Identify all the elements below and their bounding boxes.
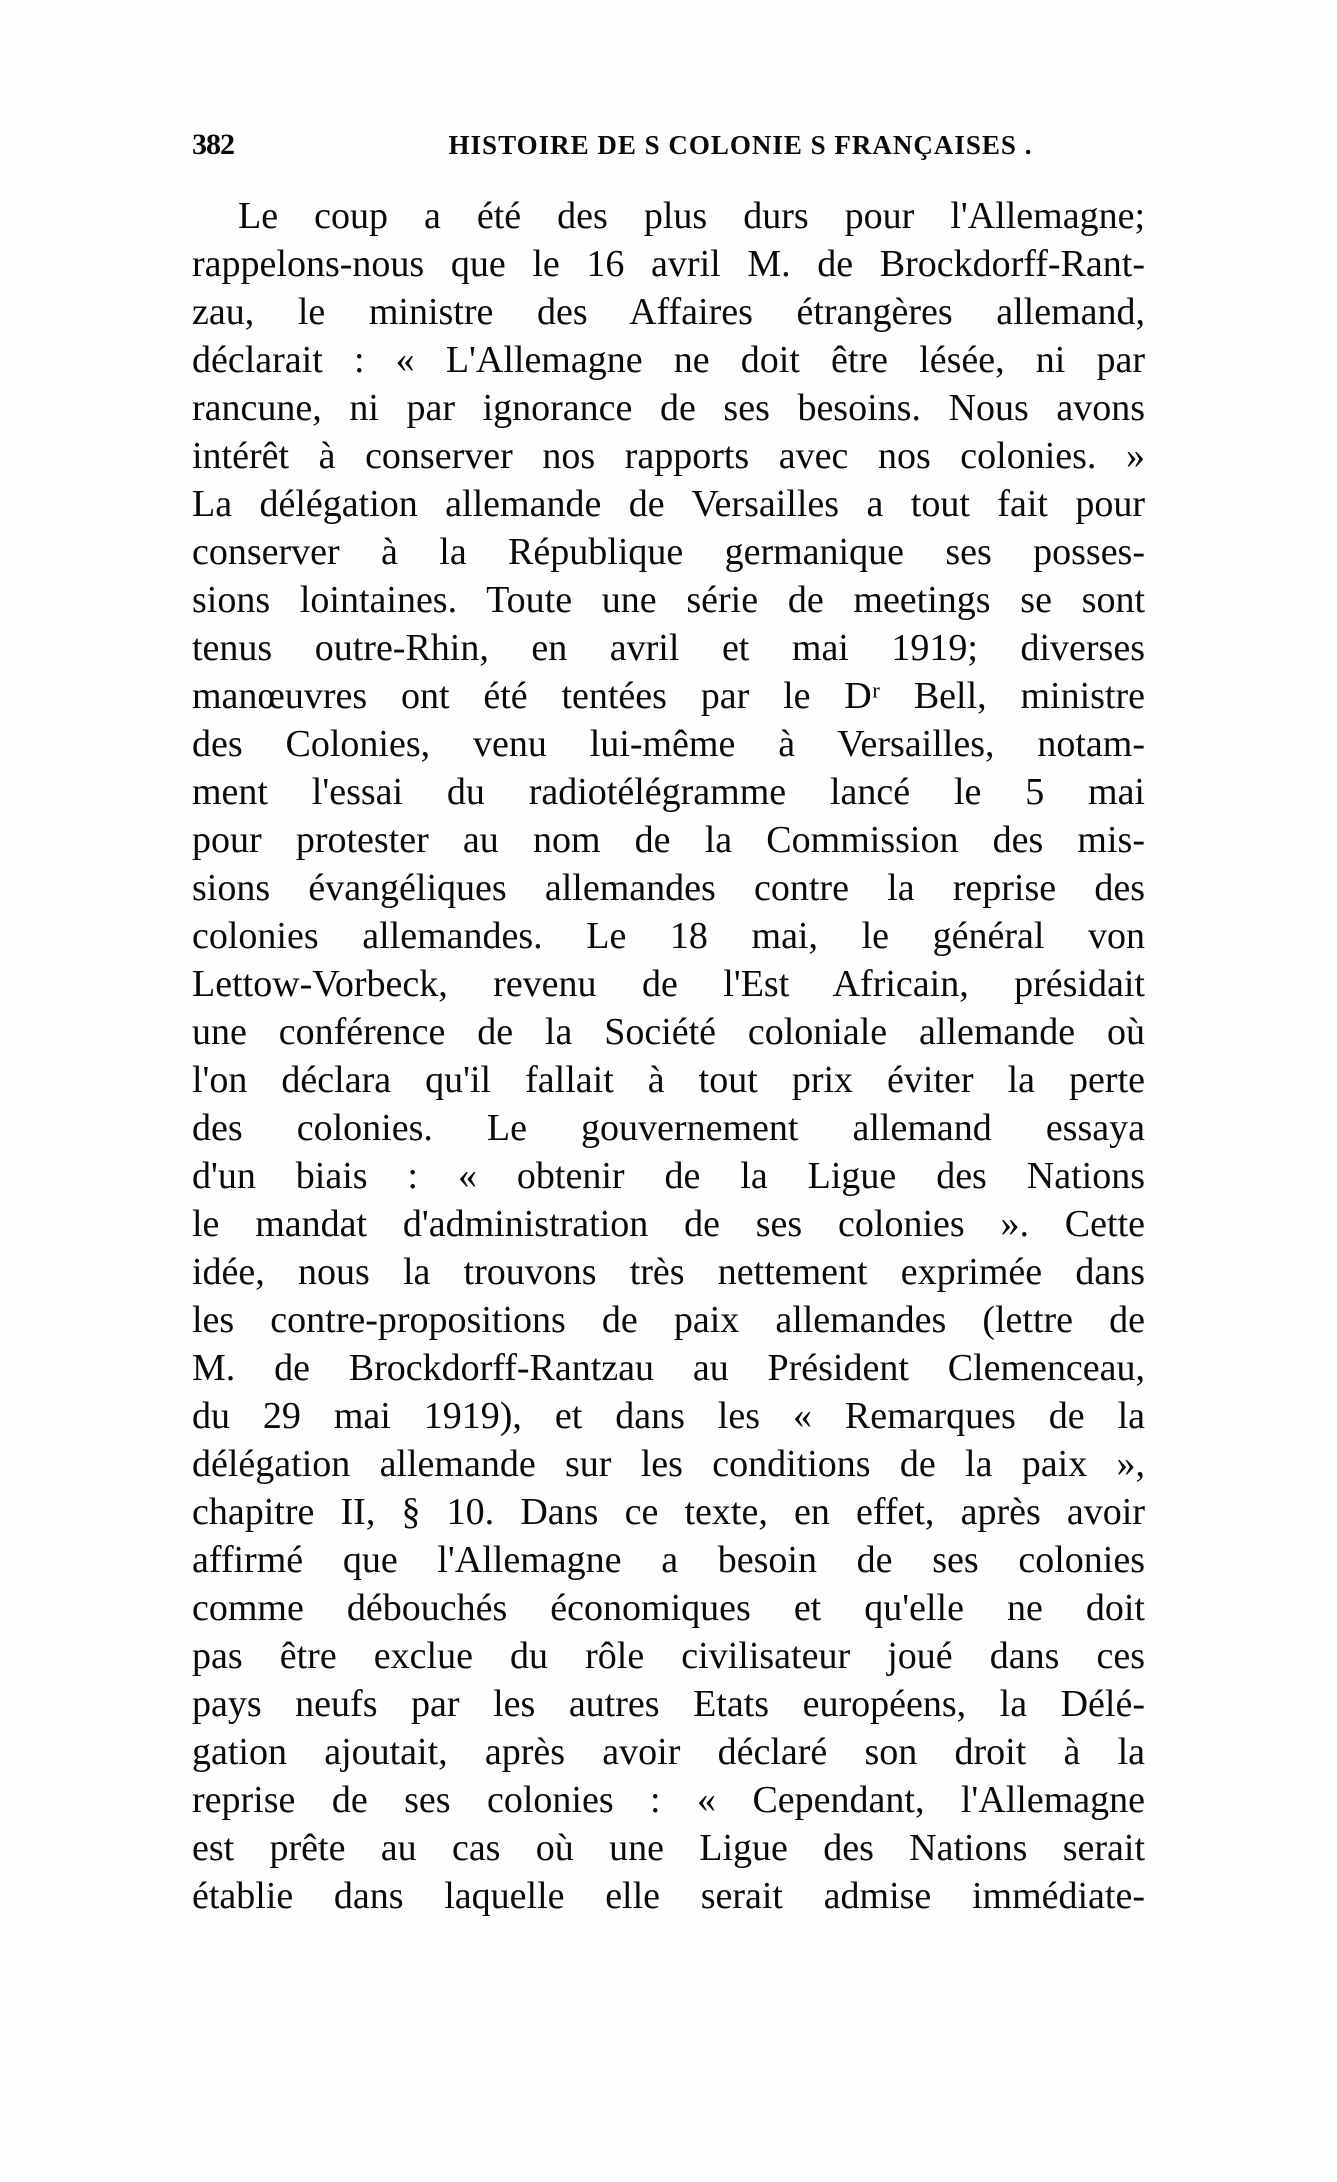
text-line: zau, le ministre des Affaires étrangères allemand, xyxy=(192,291,1145,333)
text-line: sions évangéliques allemandes contre la reprise des xyxy=(192,867,1145,909)
text-line: d'un biais : « obtenir de la Ligue des Nations xyxy=(192,1155,1145,1197)
text-line: ment l'essai du radiotélégramme lancé le 5 mai xyxy=(192,771,1145,813)
text-line: idée, nous la trouvons très nettement exprimée dans xyxy=(192,1251,1145,1293)
text-line: tenus outre-Rhin, en avril et mai 1919; diverses xyxy=(192,627,1145,669)
text-line: Le coup a été des plus durs pour l'Allemagne; xyxy=(238,195,1145,237)
running-header xyxy=(192,126,1145,168)
text-line: gation ajoutait, après avoir déclaré son droit à la xyxy=(192,1731,1145,1773)
page-number: 382 xyxy=(192,128,234,161)
text-line: colonies allemandes. Le 18 mai, le général von xyxy=(192,915,1145,957)
text-line: pays neufs par les autres Etats européens, la Délé- xyxy=(192,1683,1145,1725)
text-line: affirmé que l'Allemagne a besoin de ses colonies xyxy=(192,1539,1145,1581)
text-line: chapitre II, § 10. Dans ce texte, en effet, après avoir xyxy=(192,1491,1145,1533)
body-text xyxy=(192,192,1145,1920)
text-line: La délégation allemande de Versailles a tout fait pour xyxy=(192,483,1145,525)
text-line: pour protester au nom de la Commission des mis- xyxy=(192,819,1145,861)
text-line: manœuvres ont été tentées par le Dʳ Bell, ministre xyxy=(192,675,1145,717)
text-line: des Colonies, venu lui-même à Versailles, notam- xyxy=(192,723,1145,765)
text-line: pas être exclue du rôle civilisateur joué dans ces xyxy=(192,1635,1145,1677)
text-line: reprise de ses colonies : « Cependant, l'Allemagne xyxy=(192,1779,1145,1821)
text-line: du 29 mai 1919), et dans les « Remarques de la xyxy=(192,1395,1145,1437)
running-title: HISTOIRE DE S COLONIE S FRANÇAISES . xyxy=(448,130,1033,160)
text-line: conserver à la République germanique ses posses- xyxy=(192,531,1145,573)
text-line: délégation allemande sur les conditions de la paix », xyxy=(192,1443,1145,1485)
text-line: Lettow-Vorbeck, revenu de l'Est Africain, présidait xyxy=(192,963,1145,1005)
text-line: l'on déclara qu'il fallait à tout prix éviter la perte xyxy=(192,1059,1145,1101)
text-line: est prête au cas où une Ligue des Nations serait xyxy=(192,1827,1145,1869)
text-line: intérêt à conserver nos rapports avec nos colonies. » xyxy=(192,435,1145,477)
text-line: sions lointaines. Toute une série de meetings se sont xyxy=(192,579,1145,621)
text-line: comme débouchés économiques et qu'elle ne doit xyxy=(192,1587,1145,1629)
text-line: les contre-propositions de paix allemandes (lettre de xyxy=(192,1299,1145,1341)
text-line: établie dans laquelle elle serait admise immédiate- xyxy=(192,1875,1145,1917)
text-line: rancune, ni par ignorance de ses besoins. Nous avons xyxy=(192,387,1145,429)
text-line: une conférence de la Société coloniale allemande où xyxy=(192,1011,1145,1053)
text-line: le mandat d'administration de ses colonies ». Cette xyxy=(192,1203,1145,1245)
text-line: rappelons-nous que le 16 avril M. de Brockdorff-Rant- xyxy=(192,243,1145,285)
text-line: des colonies. Le gouvernement allemand essaya xyxy=(192,1107,1145,1149)
text-line: M. de Brockdorff-Rantzau au Président Clemenceau, xyxy=(192,1347,1145,1389)
text-line: déclarait : « L'Allemagne ne doit être lésée, ni par xyxy=(192,339,1145,381)
